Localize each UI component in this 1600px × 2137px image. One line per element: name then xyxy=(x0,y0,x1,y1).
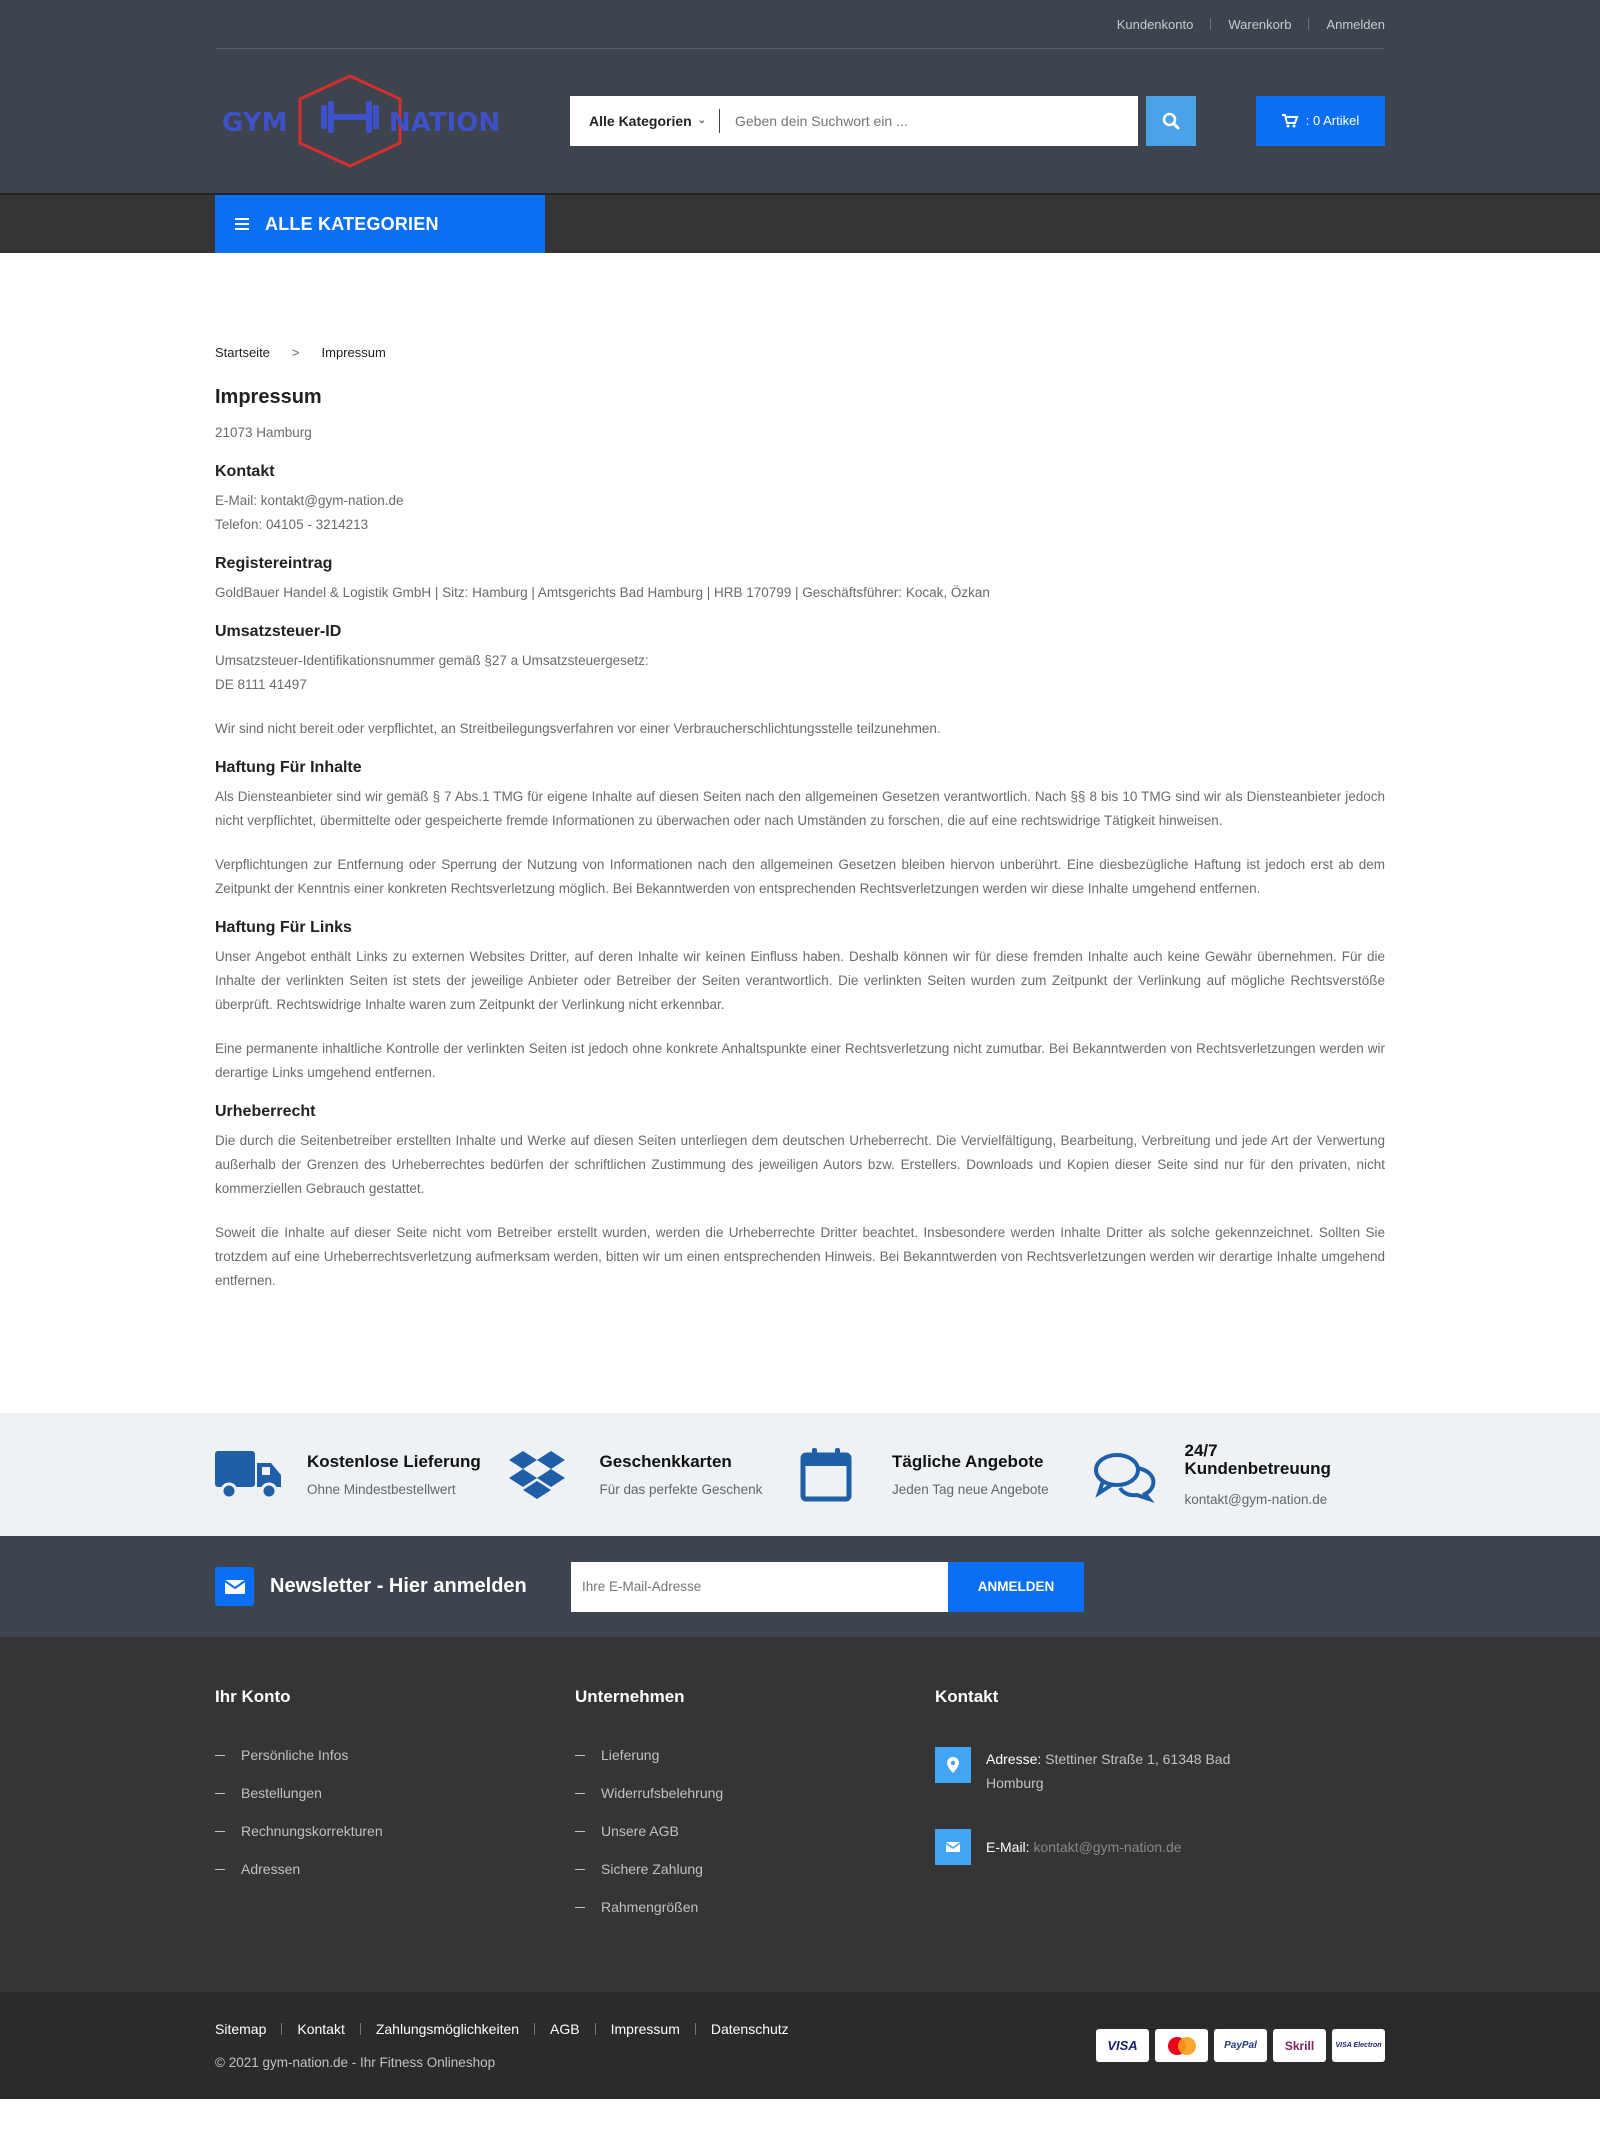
skrill-logo: Skrill xyxy=(1273,2029,1326,2062)
divider xyxy=(1308,18,1309,30)
chat-icon xyxy=(1093,1450,1157,1500)
all-categories-button[interactable] xyxy=(215,195,545,253)
breadcrumb-home[interactable]: Startseite xyxy=(215,345,270,360)
footer-kontakt-column xyxy=(935,1687,1295,1937)
feature-subtitle: Ohne Mindestbestellwert xyxy=(307,1482,456,1497)
footer-link[interactable]: Widerrufsbelehrung xyxy=(575,1785,935,1801)
email-text: E-Mail: kontakt@gym-nation.de xyxy=(215,493,404,508)
features-bar xyxy=(0,1413,1600,1536)
footer-link[interactable]: Persönliche Infos xyxy=(215,1747,575,1763)
haftung-inhalte-p1: Als Diensteanbieter sind wir gemäß § 7 Abs.1 TMG für eigene Inhalte auf diesen Seiten nach den allgemeinen Gesetzen verantwortlich. Nach §§ 8 bis 10 TMG sind wir als Diensteanbieter jedoch nicht verpflichtet, übermittelte oder gespeicherte fremde Informationen zu überwachen oder nach Umständen zu forschen, die auf eine rechtswidrige Tätigkeit hinweisen. xyxy=(215,789,1385,828)
haftung-links-p1: Unser Angebot enthält Links zu externen Websites Dritter, auf deren Inhalte wir keinen Einfluss haben. Deshalb können wir für diese fremden Inhalte auch keine Gewähr übernehmen. Für die Inhalte der verlinkten Seiten ist stets der jeweilige Anbieter oder Betreiber der Seiten verantwortlich. Die verlinkten Seiten wurden zum Zeitpunkt der Verlinkung auf mögliche Rechtsverstöße überprüft. Rechtswidrige Inhalte waren zum Zeitpunkt der Verlinkung nicht erkennbar. xyxy=(215,949,1385,1012)
truck-icon xyxy=(215,1447,283,1503)
feature-item xyxy=(800,1445,1093,1505)
visa-electron-logo: VISA Electron xyxy=(1332,2029,1385,2062)
kontakt-link[interactable]: Kontakt xyxy=(297,2021,345,2037)
cart-icon xyxy=(1282,114,1298,128)
footer-konto-heading: Ihr Konto xyxy=(215,1687,291,1706)
ust-text-2: DE 8111 41497 xyxy=(215,677,307,692)
bottom-bar xyxy=(0,1992,1600,2099)
city-text: 21073 Hamburg xyxy=(215,425,312,440)
register-heading: Registereintrag xyxy=(215,555,333,572)
impressum-link[interactable]: Impressum xyxy=(610,2021,680,2037)
breadcrumb xyxy=(215,345,1385,360)
bottom-links xyxy=(215,2021,789,2037)
search-input[interactable] xyxy=(720,96,1138,146)
footer-link[interactable]: Rahmengrößen xyxy=(575,1899,935,1915)
footer-konto-column xyxy=(215,1687,575,1937)
divider xyxy=(1210,18,1211,30)
main-content xyxy=(0,253,1600,1413)
feature-subtitle: Jeden Tag neue Angebote xyxy=(892,1482,1049,1497)
feature-item xyxy=(1093,1442,1386,1507)
haftung-links-heading: Haftung Für Links xyxy=(215,919,352,936)
streit-text: Wir sind nicht bereit oder verpflichtet, an Streitbeilegungsverfahren vor einer Verbraucherschlichtungsstelle teilzunehmen. xyxy=(215,721,941,736)
kundenkonto-link[interactable]: Kundenkonto xyxy=(1116,16,1194,32)
agb-link[interactable]: AGB xyxy=(550,2021,580,2037)
main-nav xyxy=(0,193,1600,253)
haftung-inhalte-heading: Haftung Für Inhalte xyxy=(215,759,362,776)
urheber-p2: Soweit die Inhalte auf dieser Seite nicht vom Betreiber erstellt wurden, werden die Urheberrechte Dritter beachtet. Insbesondere werden Inhalte Dritter als solche gekennzeichnet. Sollten Sie trotzdem auf eine Urheberrechtsverletzung aufmerksam werden, bitten wir um einen entsprechenden Hinweis. Bei Bekanntwerden von Rechtsverletzungen werden wir derartige Inhalte umgehend entfernen. xyxy=(215,1225,1385,1288)
visa-logo: VISA xyxy=(1096,2029,1149,2062)
search-icon xyxy=(1162,112,1180,130)
phone-text: Telefon: 04105 - 3214213 xyxy=(215,517,369,532)
logo-text-right: NATION xyxy=(389,107,501,138)
sitemap-link[interactable]: Sitemap xyxy=(215,2021,267,2037)
envelope-icon xyxy=(935,1829,971,1865)
breadcrumb-current: Impressum xyxy=(321,345,386,360)
feature-subtitle: Für das perfekte Geschenk xyxy=(599,1482,763,1497)
site-logo[interactable] xyxy=(215,71,501,171)
footer-link[interactable]: Sichere Zahlung xyxy=(575,1861,935,1877)
feature-subtitle: kontakt@gym-nation.de xyxy=(1184,1492,1328,1507)
calendar-icon xyxy=(800,1447,852,1503)
newsletter-title: Newsletter - Hier anmelden xyxy=(270,1575,527,1597)
search-button[interactable] xyxy=(1146,96,1196,146)
logo-text-left: GYM xyxy=(222,107,288,138)
zahlung-link[interactable]: Zahlungsmöglichkeiten xyxy=(375,2021,520,2037)
newsletter-submit-button[interactable]: ANMELDEN xyxy=(948,1562,1084,1612)
haftung-inhalte-p2: Verpflichtungen zur Entfernung oder Sperrung der Nutzung von Informationen nach den allgemeinen Gesetzen bleiben hiervon unberührt. Eine diesbezügliche Haftung ist jedoch erst ab dem Zeitpunkt der Kenntnis einer konkreten Rechtsverletzung möglich. Bei Bekanntwerden von entsprechenden Rechtsverletzungen werden wir diese Inhalte umgehend entfernen. xyxy=(215,857,1385,896)
site-header xyxy=(0,0,1600,193)
all-categories-label: ALLE KATEGORIEN xyxy=(265,213,439,234)
urheber-heading: Urheberrecht xyxy=(215,1103,316,1120)
feature-item xyxy=(215,1445,508,1505)
category-select-value: Alle Kategorien xyxy=(589,112,692,129)
ust-heading: Umsatzsteuer-ID xyxy=(215,623,342,640)
cart-count: : 0 Artikel xyxy=(1305,113,1360,128)
envelope-icon xyxy=(215,1567,254,1606)
newsletter-email-input[interactable] xyxy=(571,1562,948,1612)
datenschutz-link[interactable]: Datenschutz xyxy=(710,2021,789,2037)
ust-text-1: Umsatzsteuer-Identifikationsnummer gemäß §27 a Umsatzsteuergesetz: xyxy=(215,653,649,668)
page-title: Impressum xyxy=(215,386,322,408)
footer-link[interactable]: Bestellungen xyxy=(215,1785,575,1801)
footer-email-link[interactable]: kontakt@gym-nation.de xyxy=(1033,1839,1182,1855)
address-text: Stettiner Straße 1, 61348 Bad Homburg xyxy=(986,1751,1231,1791)
paypal-logo: PayPal xyxy=(1214,2029,1267,2062)
feature-item xyxy=(508,1445,801,1505)
dropbox-icon xyxy=(508,1449,566,1501)
breadcrumb-separator: > xyxy=(291,345,300,360)
warenkorb-link[interactable]: Warenkorb xyxy=(1228,16,1292,32)
payment-methods xyxy=(1096,2029,1385,2062)
urheber-p1: Die durch die Seitenbetreiber erstellten Inhalte und Werke auf diesen Seiten unterliegen dem deutschen Urheberrecht. Die Vervielfältigung, Bearbeitung, Verbreitung und jede Art der Verwertung außerhalb der Grenzen des Urheberrechtes bedürfen der schriftlichen Zustimmung des jeweiligen Autors bzw. Erstellers. Downloads und Kopien dieser Seite sind nur für den privaten, nicht kommerziellen Gebrauch gestattet. xyxy=(215,1133,1385,1196)
site-footer xyxy=(0,1637,1600,1992)
search-bar xyxy=(570,96,1196,146)
address-label: Adresse: xyxy=(986,1751,1042,1767)
newsletter-section xyxy=(0,1536,1600,1637)
cart-button[interactable] xyxy=(1256,96,1385,146)
footer-unternehmen-heading: Unternehmen xyxy=(575,1687,685,1706)
haftung-links-p2: Eine permanente inhaltliche Kontrolle der verlinkten Seiten ist jedoch ohne konkrete Anhaltspunkte einer Rechtsverletzung nicht zumutbar. Bei Bekanntwerden von Rechtsverletzungen werden wir derartige Links umgehend entfernen. xyxy=(215,1041,1385,1080)
footer-link[interactable]: Rechnungskorrekturen xyxy=(215,1823,575,1839)
footer-kontakt-heading: Kontakt xyxy=(935,1687,999,1706)
email-label: E-Mail: xyxy=(986,1839,1030,1855)
location-pin-icon xyxy=(935,1747,971,1783)
footer-link[interactable]: Unsere AGB xyxy=(575,1823,935,1839)
category-select[interactable] xyxy=(570,96,720,146)
register-text: GoldBauer Handel & Logistik GmbH | Sitz: Hamburg | Amtsgerichts Bad Hamburg | HRB 170799 | Geschäftsführer: Kocak, Özkan xyxy=(215,585,990,600)
footer-link[interactable]: Adressen xyxy=(215,1861,575,1877)
feature-title: 24/7 Kundenbetreuung xyxy=(1184,1441,1331,1478)
menu-icon xyxy=(235,218,249,230)
mastercard-logo xyxy=(1155,2029,1208,2062)
feature-title: Kostenlose Lieferung xyxy=(307,1452,481,1471)
feature-title: Geschenkkarten xyxy=(599,1452,732,1471)
copyright-text: © 2021 gym-nation.de - Ihr Fitness Onlineshop xyxy=(215,2055,496,2070)
anmelden-link[interactable]: Anmelden xyxy=(1326,16,1385,32)
footer-unternehmen-column xyxy=(575,1687,935,1937)
top-bar xyxy=(215,0,1385,49)
chevron-down-icon: ⌄ xyxy=(697,115,706,126)
footer-link[interactable]: Lieferung xyxy=(575,1747,935,1763)
feature-title: Tägliche Angebote xyxy=(892,1452,1044,1471)
kontakt-heading: Kontakt xyxy=(215,463,275,480)
